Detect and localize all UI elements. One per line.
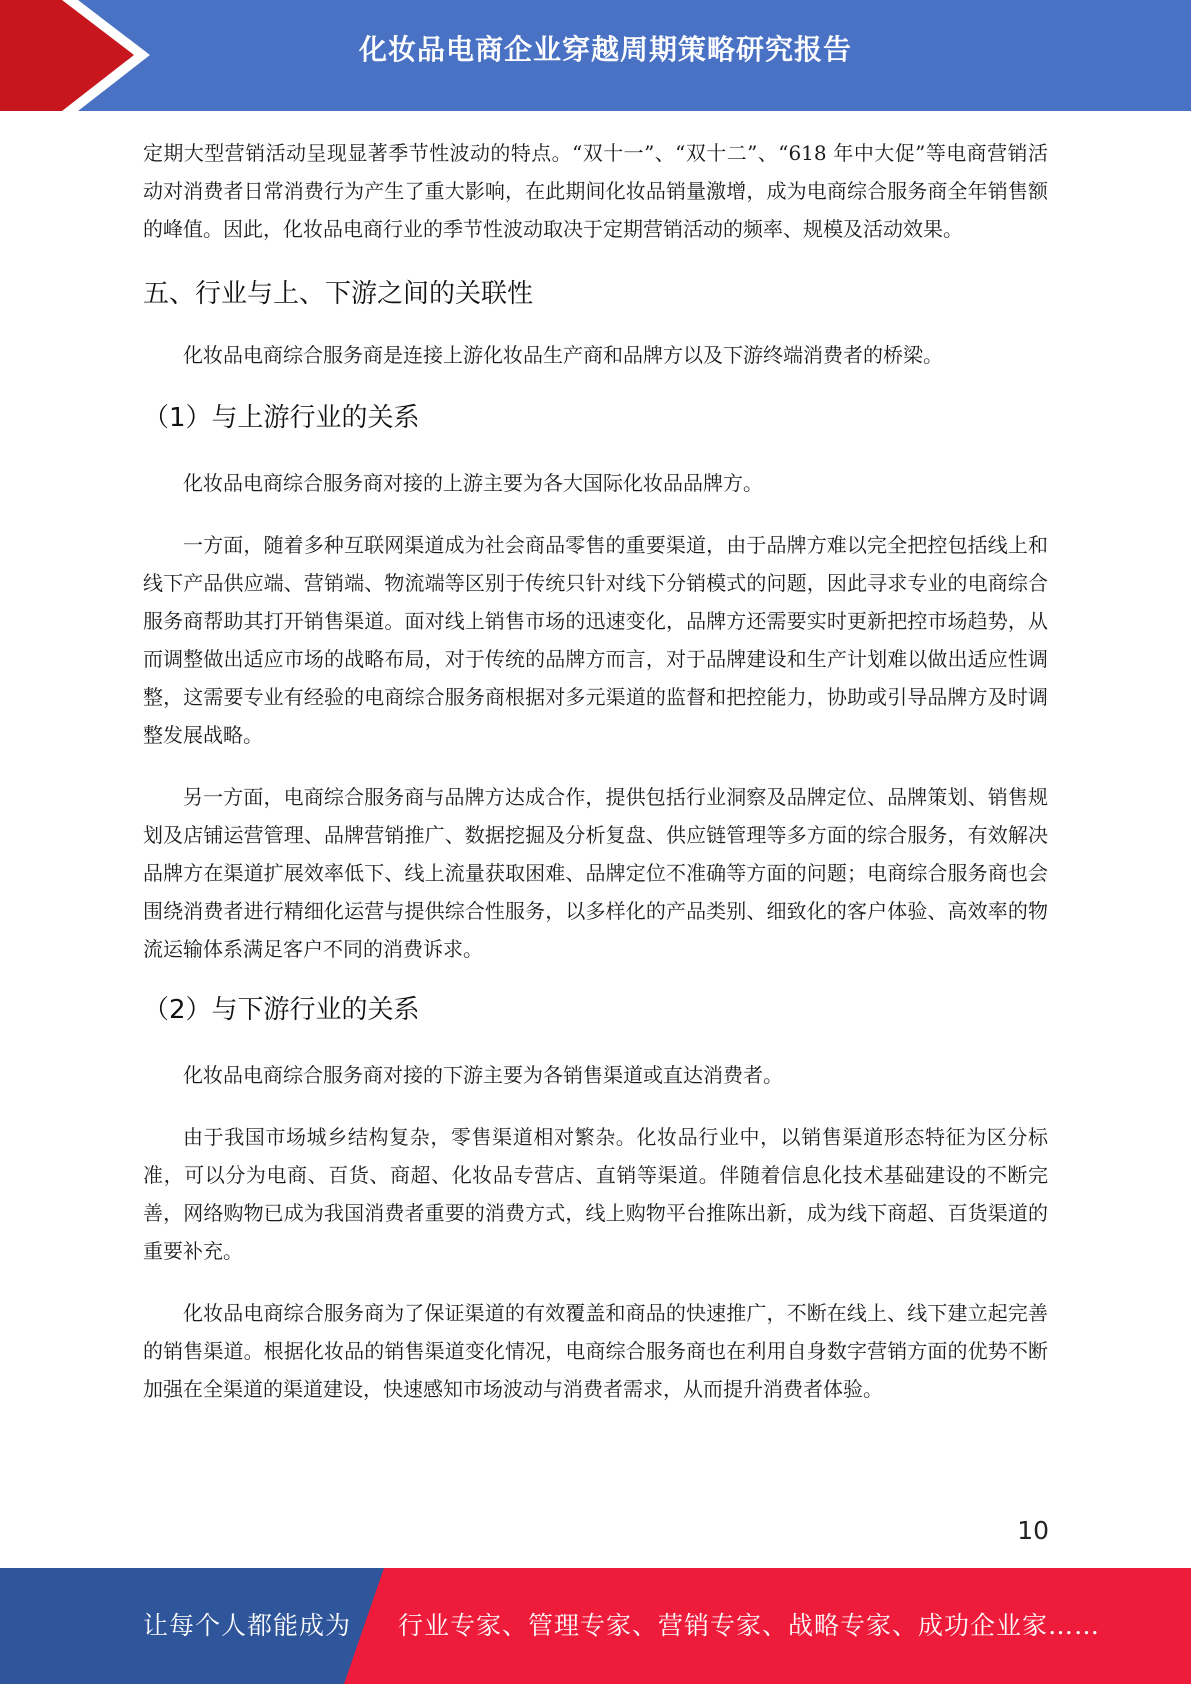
page-number: 10 [1017,1516,1049,1545]
paragraph-intro: 定期大型营销活动呈现显著季节性波动的特点。“双十一”、“双十二”、“618 年中大促”等电商营销活动对消费者日常消费行为产生了重大影响，在此期间化妆品销量激增，成为电商综合服务商全年销售额的峰值。因此，化妆品电商行业的季节性波动取决于定期营销活动的频率、规模及活动效果。 [143,141,1048,241]
subsection-heading-downstream: （2）与下游行业的关系 [143,995,420,1025]
header-title: 化妆品电商企业穿越周期策略研究报告 [358,33,852,66]
footer-slogan-right: 行业专家、管理专家、营销专家、战略专家、成功企业家…… [398,1611,1101,1640]
paragraph-upstream-1: 化妆品电商综合服务商对接的上游主要为各大国际化妆品品牌方。 [183,471,763,495]
footer-slogan-left: 让每个人都能成为 [143,1611,352,1640]
subsection-heading-upstream: （1）与上游行业的关系 [143,403,420,433]
page-header [0,0,1191,111]
paragraph-downstream-3: 化妆品电商综合服务商为了保证渠道的有效覆盖和商品的快速推广，不断在线上、线下建立起完善的销售渠道。根据化妆品的销售渠道变化情况，电商综合服务商也在利用自身数字营销方面的优势不断加强在全渠道的渠道建设，快速感知市场波动与消费者需求，从而提升消费者体验。 [143,1301,1048,1401]
section-heading: 五、行业与上、下游之间的关联性 [143,279,534,309]
document-body [143,134,1048,1408]
paragraph-upstream-2: 一方面，随着多种互联网渠道成为社会商品零售的重要渠道，由于品牌方难以完全把控包括线上和线下产品供应端、营销端、物流端等区别于传统只针对线下分销模式的问题，因此寻求专业的电商综合服务商帮助其打开销售渠道。面对线上销售市场的迅速变化，品牌方还需要实时更新把控市场趋势，从而调整做出适应市场的战略布局，对于传统的品牌方而言，对于品牌建设和生产计划难以做出适应性调整，这需要专业有经验的电商综合服务商根据对多元渠道的监督和把控能力，协助或引导品牌方及时调整发展战略。 [143,533,1048,747]
paragraph-upstream-3: 另一方面，电商综合服务商与品牌方达成合作，提供包括行业洞察及品牌定位、品牌策划、销售规划及店铺运营管理、品牌营销推广、数据挖掘及分析复盘、供应链管理等多方面的综合服务，有效解决品牌方在渠道扩展效率低下、线上流量获取困难、品牌定位不准确等方面的问题；电商综合服务商也会围绕消费者进行精细化运营与提供综合性服务，以多样化的产品类别、细致化的客户体验、高效率的物流运输体系满足客户不同的消费诉求。 [143,785,1048,961]
paragraph-downstream-2: 由于我国市场城乡结构复杂，零售渠道相对繁杂。化妆品行业中，以销售渠道形态特征为区分标准，可以分为电商、百货、商超、化妆品专营店、直销等渠道。伴随着信息化技术基础建设的不断完善，网络购物已成为我国消费者重要的消费方式，线上购物平台推陈出新，成为线下商超、百货渠道的重要补充。 [143,1125,1048,1263]
page-footer [0,1568,1191,1684]
paragraph-downstream-1: 化妆品电商综合服务商对接的下游主要为各销售渠道或直达消费者。 [183,1063,783,1087]
paragraph-bridge: 化妆品电商综合服务商是连接上游化妆品生产商和品牌方以及下游终端消费者的桥梁。 [183,343,943,367]
